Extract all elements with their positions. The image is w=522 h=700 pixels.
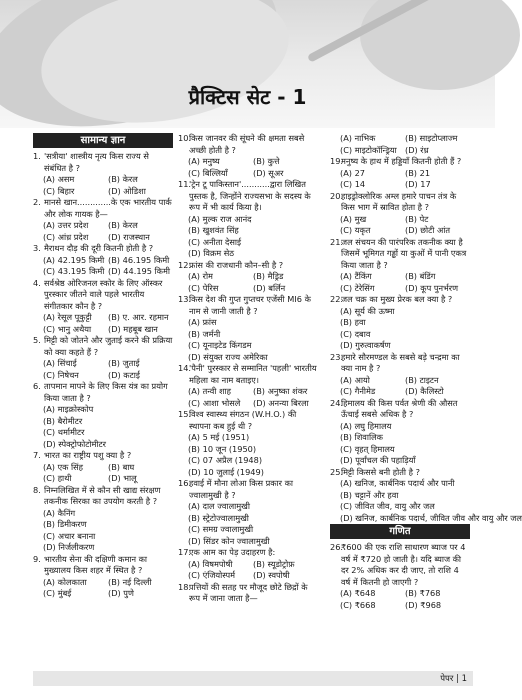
answer-option: (B) टाइटन: [405, 374, 439, 385]
answer-option: (C) अचार बनाना: [43, 530, 96, 541]
answer-option: (C) एंजियोस्पर्म: [188, 570, 236, 580]
answer-option: (D) सिंडर कोन ज्वालामुखी: [188, 535, 270, 546]
answer-option: (B) केरल: [108, 174, 138, 184]
answer-option: (C) टेरेसिंग: [340, 282, 375, 293]
answer-option: (A) रोम: [188, 271, 213, 281]
question-number: 12.: [178, 259, 192, 270]
question-number: 18.: [178, 581, 192, 592]
question-number: 22.: [330, 294, 344, 304]
answer-option: (C) अनीता देसाई: [188, 236, 242, 247]
answer-option: (A) तन्वी शाह: [188, 386, 232, 396]
answer-option: (A) फ्रांस: [188, 317, 217, 327]
answer-option: (C) बिहार: [43, 185, 75, 196]
answer-option: (B) 21: [405, 167, 431, 178]
question: [330, 156, 470, 168]
options-list: [330, 478, 522, 524]
question-text: विश्व स्वास्थ्य संगठन (W.H.O.) की स्थापना कब हुई थी ?: [189, 409, 297, 431]
question: [330, 294, 470, 306]
answer-option: (A) खनिज, कार्बनिक पदार्थ और पानी: [340, 478, 455, 488]
question-text: निम्नलिखित में से कौन सी खाद्य संरक्षण तकनीक सिरका का उपयोग करती है ?: [44, 484, 161, 506]
answer-option: (D) महबूब खान: [108, 323, 158, 334]
question-text: भारतीय सेना की दक्षिणी कमान का मुख्यालय किस शहर में स्थित है ?: [44, 553, 148, 575]
answer-option: (D) 17: [405, 179, 431, 189]
question: [330, 191, 470, 214]
question: [33, 485, 173, 508]
answer-option: (B) स्ट्रेटोज्वालामुखी: [188, 512, 249, 523]
options-list: [33, 255, 173, 278]
answer-option: (B) साइटोप्लाज्म: [405, 133, 458, 143]
answer-option: (D) पूर्वांचल की पहाड़ियाँ: [340, 455, 416, 465]
answer-option: (C) दबाव: [340, 328, 371, 339]
question: [33, 197, 173, 220]
options-list: [178, 271, 318, 294]
answer-option: (B) स्यूडोट्रोफ़: [253, 558, 295, 569]
options-list: [33, 577, 173, 600]
question-text: तापमान मापने के लिए किस यंत्र का प्रयोग किया जाता है ?: [44, 381, 168, 403]
answer-option: (C) पेरिस: [188, 282, 219, 293]
question: [178, 582, 318, 605]
question-text: जल संचयन की पारंपरिक तकनीक क्या है जिसमें भूमिगत गड्ढों या कुओं में पानी एकत्र किया जाता है ?: [341, 236, 467, 270]
options-list: [178, 559, 318, 582]
options-list: [330, 375, 470, 398]
question-number: 4.: [33, 277, 41, 288]
question-text: फ्रांस की राजधानी कौन–सी है ?: [189, 259, 284, 270]
question-number: 5.: [33, 335, 41, 345]
answer-option: (D) स्वपोषी: [253, 570, 290, 580]
answer-option: (D) गुरुत्वाकर्षण: [340, 340, 391, 350]
question: [330, 467, 470, 479]
answer-option: (B) शिवालिक: [340, 432, 383, 442]
question-number: 6.: [33, 381, 41, 391]
answer-option: (B) हवा: [340, 317, 366, 327]
question-text: 'ट्रेन टू पाकिस्तान'...........द्वारा लिखित पुस्तक है, जिन्होंने राज्यसभा के सदस्य के रूप में भी कार्य किया है।: [189, 179, 311, 212]
answer-option: (B) खुशवंत सिंह: [188, 225, 239, 235]
answer-option: (A) रेसूल पूकुट्टी: [43, 312, 92, 322]
question-text: पत्तियों की सतह पर मौजूद छोटे छिद्रों के रूप में जाना जाता है—: [189, 581, 308, 603]
options-list: [330, 271, 470, 294]
question-number: 7.: [33, 450, 41, 460]
answer-option: (B) मैड्रिड: [253, 271, 284, 281]
answer-option: (D) अनन्या बिरला: [253, 397, 309, 408]
answer-option: (A) लघु हिमालय: [340, 420, 392, 431]
question-number: 16.: [178, 478, 192, 488]
answer-option: (A) विषमपोषी: [188, 558, 233, 569]
question-text: हमारे सौरमण्डल के सबसे बड़े चन्द्रमा का क्या नाम है ?: [341, 351, 460, 373]
answer-option: (C) 14: [340, 179, 366, 189]
answer-option: (B) केरल: [108, 220, 138, 230]
question-text: मनुष्य के हाथ में हड्डियाँ कितनी होती हैं ?: [341, 156, 462, 166]
answer-option: (C) भानु अथैया: [43, 323, 92, 334]
question-text: मैराथन दौड़ की दूरी कितनी होती है ?: [44, 243, 154, 253]
options-list: [178, 386, 318, 409]
page-number: पेपर | 1: [440, 674, 467, 684]
question-text: जल चक्र का मुख्य प्रेरक बल क्या है ?: [341, 294, 453, 304]
options-list: [330, 588, 470, 611]
answer-option: (D) छोटी आंत: [405, 225, 451, 235]
question-number: 8.: [33, 484, 41, 495]
options-list: [330, 133, 470, 156]
options-list: [330, 214, 470, 237]
question-text: हवाई में मौना लोआ किस प्रकार का ज्वालामुखी है ?: [189, 478, 294, 500]
question-text: हिमालय की किस पर्वत श्रेणी की औसत ऊँचाई सबसे अधिक है ?: [341, 397, 458, 419]
answer-option: (B) चट्टानें और हवा: [340, 489, 399, 500]
question-number: 24.: [330, 397, 344, 408]
options-list: [178, 214, 318, 260]
question-text: 'पैनी' पुरस्कार से सम्मानित 'पहली' भारतीय महिला का नाम बताइए।: [189, 363, 317, 385]
question: [178, 478, 318, 501]
answer-option: (A) माइक्रोस्कोप: [43, 404, 94, 414]
question: [330, 542, 470, 588]
answer-option: (D) कटाई: [108, 369, 140, 380]
answer-option: (D) ₹968: [405, 599, 442, 610]
answer-option: (A) टैंकिंग: [340, 271, 372, 281]
answer-option: (C) मुंबई: [43, 588, 72, 598]
answer-option: (B) बंडिंग: [405, 271, 436, 281]
answer-option: (B) नई दिल्ली: [108, 576, 152, 587]
answer-option: (D) 44.195 किमी: [108, 266, 170, 276]
answer-option: (C) जीवित जीव, वायु और जल: [340, 501, 435, 511]
answer-option: (B) पेट: [405, 213, 429, 224]
question-number: 11.: [178, 179, 192, 189]
question: [33, 151, 173, 174]
question: [330, 398, 470, 421]
answer-option: (C) हाथी: [43, 473, 72, 483]
answer-option: (A) 42.195 किमी: [43, 254, 105, 265]
answer-option: (D) पुणे: [108, 588, 134, 598]
question-number: 2.: [33, 197, 41, 207]
answer-option: (B) 10 जून (1950): [188, 443, 257, 454]
answer-option: (A) 5 मई (1951): [188, 432, 250, 442]
answer-option: (D) रंध्र: [405, 144, 429, 155]
question-text: ₹600 की एक राशि साधारण ब्याज पर 4 वर्ष में ₹720 हो जाती है। यदि ब्याज की दर 2% अधिक कर दी जाए, तो राशि 4 वर्ष में कितनी हो जाएगी ?: [341, 542, 466, 587]
answer-option: (A) एक सिंह: [43, 461, 84, 472]
question-number: 14.: [178, 363, 192, 373]
question-text: मानसे खान.............के एक भारतीय पार्क और लोक गायक है—: [44, 197, 172, 219]
answer-option: (B) ए. आर. रहमान: [108, 312, 169, 322]
question-number: 20.: [330, 190, 344, 201]
answer-option: (A) मनुष्य: [188, 156, 220, 166]
answer-option: (A) मुल्क राज आनंद: [188, 213, 252, 224]
answer-option: (A) कैनिंग: [43, 507, 76, 518]
section-heading: गणित: [330, 524, 470, 539]
question-number: 21.: [330, 236, 344, 247]
question-number: 19.: [330, 156, 344, 166]
answer-option: (C) ₹668: [340, 599, 376, 610]
question: [33, 335, 173, 358]
question: [33, 243, 173, 255]
answer-option: (C) निषेचन: [43, 369, 79, 380]
answer-option: (D) संयुक्त राज्य अमेरिका: [188, 351, 268, 362]
answer-option: (B) ₹768: [405, 588, 441, 598]
answer-option: (B) बाघ: [108, 461, 135, 472]
question: [178, 294, 318, 317]
answer-option: (B) अनुष्का शंकर: [253, 386, 308, 396]
question-text: मिट्टी को जोतने और जुताई करने की प्रक्रिया को क्या कहते हैं ?: [44, 335, 173, 357]
question-number: 10.: [178, 133, 192, 143]
answer-option: (C) गैनीमेड: [340, 386, 376, 396]
options-list: [178, 432, 318, 478]
question: [33, 450, 173, 462]
answer-option: (C) माइटोकॉन्ड्रिया: [340, 144, 397, 155]
options-list: [33, 312, 173, 335]
answer-option: (A) ₹648: [340, 588, 376, 598]
answer-option: (B) जुताई: [108, 358, 140, 368]
options-list: [33, 220, 173, 243]
section-heading: सामान्य ज्ञान: [33, 133, 173, 148]
column-2: [178, 133, 318, 605]
answer-option: (D) ओडिशा: [108, 185, 146, 196]
column-3: [330, 133, 522, 611]
answer-option: (C) थर्मामीटर: [43, 427, 85, 437]
answer-option: (D) कैलिस्टो: [405, 386, 444, 396]
answer-option: (A) मुख: [340, 213, 367, 224]
answer-option: (C) वृहत् हिमालय: [340, 443, 395, 454]
options-list: [178, 501, 318, 547]
question: [178, 547, 318, 559]
answer-option: (D) भालू: [108, 473, 137, 483]
question-number: 23.: [330, 351, 344, 362]
question-text: किस जानवर की सूंघने की क्षमता सबसे अच्छी होती है ?: [189, 133, 305, 155]
answer-option: (C) 07 अप्रैल (1948): [188, 455, 263, 465]
question-number: 17.: [178, 547, 192, 557]
answer-option: (A) 27: [340, 167, 366, 178]
question-text: एक आम का पेड़ उदाहरण है:: [189, 547, 276, 557]
answer-option: (D) विक्रम सेठ: [188, 248, 235, 258]
answer-option: (D) खनिज, कार्बनिक पदार्थ, जीवित जीव और वायु और जल: [340, 512, 522, 523]
question-number: 26.: [330, 542, 344, 552]
question-number: 3.: [33, 243, 41, 253]
question: [178, 409, 318, 432]
question: [178, 133, 318, 156]
answer-option: (A) सिंचाई: [43, 358, 77, 368]
answer-option: (C) आशा भोसले: [188, 397, 241, 408]
footer-bar: [33, 671, 473, 686]
question-number: 25.: [330, 466, 344, 477]
question: [33, 278, 173, 313]
answer-option: (B) डिमीकरण: [43, 519, 87, 529]
answer-option: (D) सूअर: [253, 167, 284, 178]
question-text: हाइड्रोक्लोरिक अम्ल हमारे पाचन तंत्र के किस भाग में स्रावित होता है ?: [341, 190, 457, 212]
question-number: 9.: [33, 553, 41, 564]
question-number: 15.: [178, 409, 192, 419]
answer-option: (C) यूनाइटेड किंगडम: [188, 340, 252, 350]
answer-option: (D) निर्जलीकरण: [43, 542, 95, 552]
answer-option: (C) यकृत: [340, 225, 371, 235]
question: [33, 381, 173, 404]
options-list: [33, 508, 173, 554]
question-text: किस देश की गुप्त गुप्तचर एजेंसी MI6 के नाम से जानी जाती है ?: [189, 294, 311, 316]
options-list: [178, 156, 318, 179]
answer-option: (A) आयो: [340, 374, 370, 385]
answer-option: (A) कोलकाता: [43, 576, 87, 587]
answer-option: (C) आंध्र प्रदेश: [43, 231, 89, 242]
options-list: [33, 404, 173, 450]
options-list: [330, 168, 470, 191]
options-list: [330, 421, 470, 467]
question-text: सर्वश्रेष्ठ ओरिजनल स्कोर के लिए ऑस्कर पुरस्कार जीतने वाले पहले भारतीय संगीतकार कौन है ?: [44, 277, 163, 311]
answer-option: (A) दाल ज्वालामुखी: [188, 501, 250, 511]
answer-option: (C) बिल्लियाँ: [188, 167, 228, 178]
answer-option: (B) बैरोमीटर: [43, 415, 83, 426]
question: [33, 554, 173, 577]
question: [178, 363, 318, 386]
question: [178, 179, 318, 214]
answer-option: (A) असम: [43, 174, 75, 184]
question-number: 1.: [33, 151, 41, 161]
question: [330, 237, 470, 272]
answer-option: (B) कुत्ते: [253, 156, 280, 166]
column-1: [33, 133, 173, 600]
options-list: [33, 462, 173, 485]
answer-option: (D) राजस्थान: [108, 231, 150, 242]
answer-option: (D) 10 जुलाई (1949): [188, 466, 264, 477]
answer-option: (A) उत्तर प्रदेश: [43, 220, 89, 230]
answer-option: (A) सूर्य की ऊष्मा: [340, 305, 395, 316]
options-list: [33, 174, 173, 197]
options-list: [178, 317, 318, 363]
question: [178, 260, 318, 272]
question-text: मिट्टी किससे बनी होती है ?: [341, 466, 420, 477]
answer-option: (D) स्पेक्ट्रोफोटोमीटर: [43, 438, 107, 449]
page-title: प्रैक्टिस सेट - 1: [188, 85, 307, 109]
question-text: भारत का राष्ट्रीय पशु क्या है ?: [44, 450, 132, 460]
question-text: 'सत्रीया' शास्त्रीय नृत्य किस राज्य से संबंधित है ?: [44, 151, 149, 173]
question-number: 13.: [178, 294, 192, 304]
answer-option: (C) 43.195 किमी: [43, 266, 105, 276]
options-list: [330, 306, 470, 352]
options-list: [33, 358, 173, 381]
answer-option: (C) समग्र ज्वालामुखी: [188, 524, 254, 534]
question: [330, 352, 470, 375]
answer-option: (D) बर्लिन: [253, 282, 286, 293]
answer-option: (A) नाभिक: [340, 133, 376, 143]
answer-option: (B) जर्मनी: [188, 328, 221, 339]
answer-option: (D) कूप पुनर्भरण: [405, 282, 459, 293]
answer-option: (B) 46.195 किमी: [108, 254, 170, 265]
